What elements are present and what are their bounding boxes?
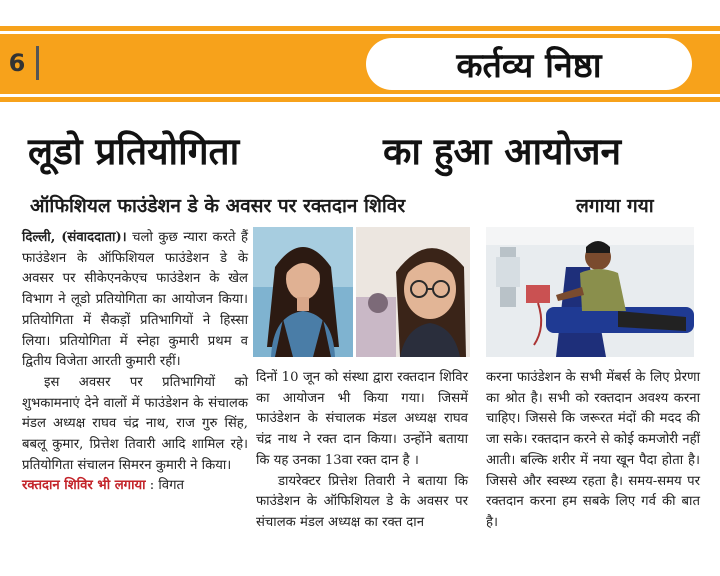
article-text: : विगत	[149, 478, 185, 494]
article-paragraph: दिनों 10 जून को संस्था द्वारा रक्तदान शिविर का आयोजन भी किया गया। जिसमें फाउंडेशन के संचालक मंडल अध्यक्ष राघव चंद्र नाथ ने रक्त दान किया। उन्होंने बताया कि यह उनका 13वा रक्त दान है ।	[256, 370, 468, 468]
article-column-3	[486, 368, 700, 534]
page-number-divider	[36, 46, 39, 80]
article-paragraph	[22, 228, 248, 373]
masthead-stripe-top	[0, 31, 720, 34]
headline-part-2: का हुआ आयोजन	[383, 130, 622, 173]
article-column-2	[256, 368, 468, 534]
dateline: दिल्ली, (संवाददाता)।	[22, 230, 127, 245]
subheadline-part-2: लगाया गया	[576, 195, 654, 217]
masthead-stripe-bottom	[0, 94, 720, 97]
page-number: 6	[8, 49, 26, 77]
article-column-1	[22, 228, 248, 497]
article-paragraph: डायरेक्टर प्रित्तेश तिवारी ने बताया कि फाउंडेशन के ऑफिशियल डे के अवसर पर संचालक मंडल अध्यक्ष का रक्त दान	[256, 473, 468, 530]
section-title: कर्तव्य निष्ठा	[366, 38, 692, 90]
photo-woman-glasses	[356, 227, 470, 357]
photo-woman-long-hair	[253, 227, 353, 357]
article-paragraph: इस अवसर पर प्रतिभागियों को शुभकामनाएं देने वालों में फाउंडेशन के संचालक मंडल अध्यक्ष राघव चंद्र नाथ, राज गुरु सिंह, बबलू कुमार, प्रित्तेश तिवारी आदि शामिल रहे। प्रतियोगिता संचालन सिमरन कुमारी ने किया।	[22, 374, 248, 473]
portrait-woman-long-hair-image	[253, 227, 353, 357]
headline-part-1: लूडो प्रतियोगिता	[28, 130, 240, 173]
subheadline-part-1: ऑफिशियल फाउंडेशन डे के अवसर पर रक्तदान शिविर	[30, 195, 406, 217]
section-masthead	[0, 26, 720, 102]
man-donating-blood-image	[486, 227, 694, 357]
article-paragraph: करना फाउंडेशन के सभी मेंबर्स के लिए प्रेरणा का श्रोत है। सभी को रक्तदान अवश्य करना चाहिए। जिससे कि जरूरत मंदों की मदद की जा सके। रक्तदान करने से कोई कमजोरी नहीं आती। बल्कि शरीर में नया खून पैदा होता है। जिससे और स्वस्थ्य रहता है। समय-समय पर रक्तदान करना हम सबके लिए गर्व की बात है।	[486, 370, 700, 530]
photo-blood-donation	[486, 227, 694, 357]
article-text: चलो कुछ न्यारा करते हैं फाउंडेशन के ऑफिशियल फाउंडेशन डे के अवसर पर सीकेएनकेएच फाउंडेशन के खेल विभाग ने लूडो प्रतियोगिता का आयोजन किया। प्रतियोगिता में सैकड़ों प्रतिभागियों ने हिस्सा लिया। प्रतियोगिता में स्नेहा कुमारी प्रथम व द्वितीय विजेता आरती कुमारी रहीं।	[22, 230, 248, 370]
article-paragraph	[22, 476, 248, 497]
red-lead-in: रक्तदान शिविर भी लगाया	[22, 478, 146, 494]
portrait-woman-glasses-image	[356, 227, 470, 357]
